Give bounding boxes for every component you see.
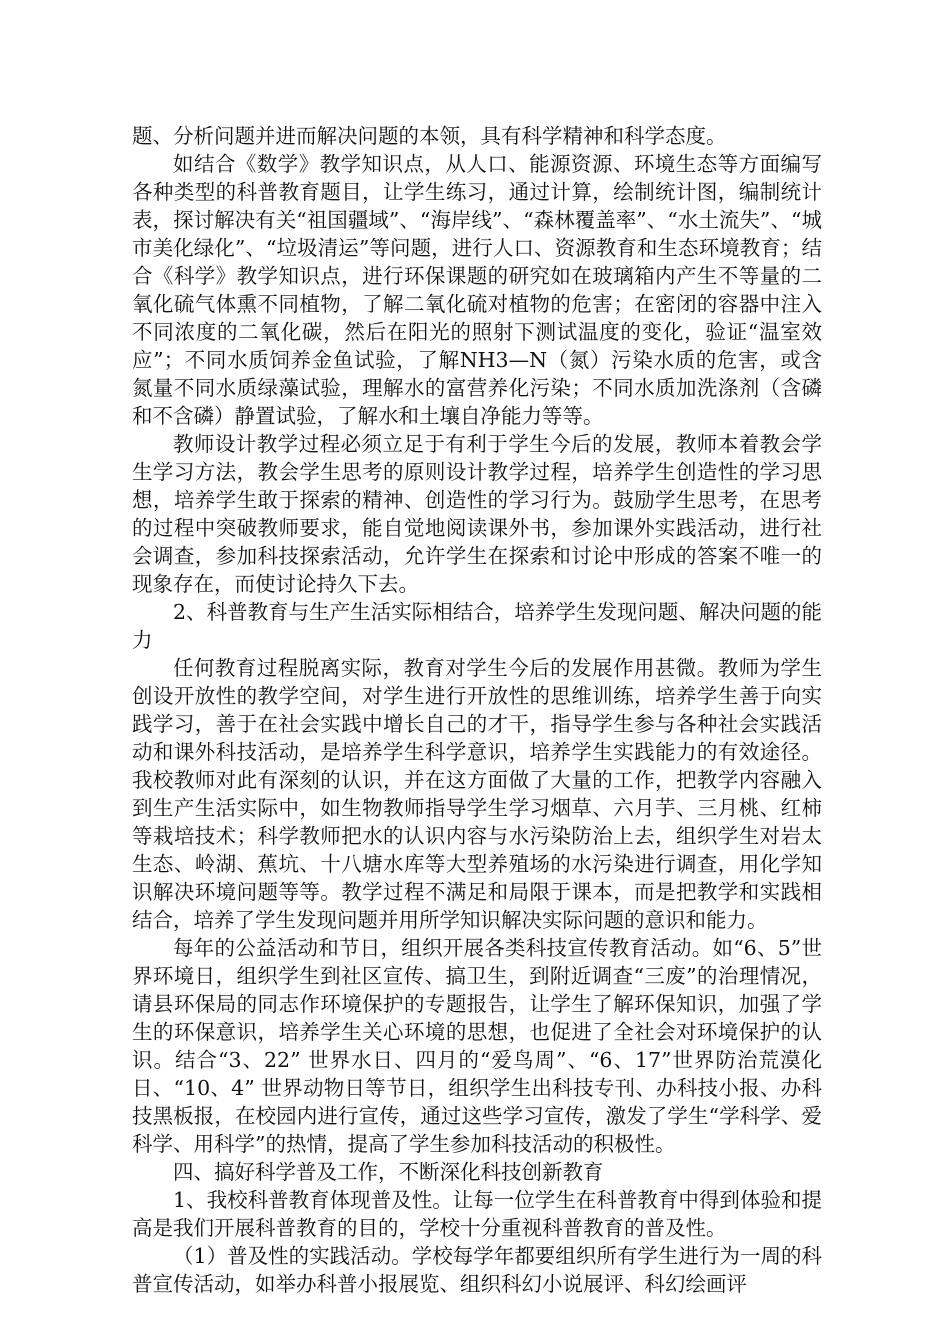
paragraph-continuation: 题、分析问题并进而解决问题的本领，具有科学精神和科学态度。: [132, 124, 727, 148]
section-heading-4: 四、搞好科学普及工作，不断深化科技创新教育: [173, 1160, 604, 1184]
paragraph-math-example: 如结合《数学》教学知识点，从人口、能源资源、环境生态等方面编写各种类型的科普教育题目，让学生练习，通过计算，绘制统计图，编制统计表，探讨解决有关“祖国疆域”、“海岸线”、“森林覆盖率”、“水土流失”、“城市美化绿化”、“垃圾清运”等问题，进行人口、资源教育和生态环境教育；结合《科学》教学知识点，进行环保课题的研究如在玻璃箱内产生不等量的二氧化硫气体熏不同植物，了解二氧化硫对植物的危害；在密闭的容器中注入不同浓度的二氧化碳，然后在阳光的照射下测试温度的变化，验证“温室效应”；不同水质饲养金鱼试验，了解NH3—N（氮）污染水质的危害，或含氮量不同水质绿藻试验，理解水的富营养化污染；不同水质加洗涤剂（含磷和不含磷）静置试验，了解水和土壤自净能力等等。: [132, 152, 822, 428]
paragraph-teaching-design: 教师设计教学过程必须立足于有利于学生今后的发展，教师本着教会学生学习方法，教会学生思考的原则设计教学过程，培养学生创造性的学习思想，培养学生敢于探索的精神、创造性的学习行为。鼓励学生思考，在思考的过程中突破教师要求，能自觉地阅读课外书，参加课外实践活动，进行社会调查，参加科技探索活动，允许学生在探索和讨论中形成的答案不唯一的现象存在，而使讨论持久下去。: [132, 432, 822, 596]
paragraph-public-activities: 每年的公益活动和节日，组织开展各类科技宣传教育活动。如“6、5”世界环境日，组织学生到社区宣传、搞卫生，到附近调查“三废”的治理情况，请县环保局的同志作环境保护的专题报告，让学生了解环保知识，加强了学生的环保意识，培养学生关心环境的思想，也促进了全社会对环境保护的认识。结合“3、22” 世界水日、四月的“爱鸟周”、“6、17”世界防治荒漠化日、“10、4” 世界动物日等节日，组织学生出科技专刊、办科技小报、办科技黑板报，在校园内进行宣传，通过这些学习宣传，激发了学生“学科学、爱科学、用科学”的热情，提高了学生参加科技活动的积极性。: [132, 936, 822, 1156]
document-page: [132, 122, 822, 1298]
paragraph-practice-activities: （1）普及性的实践活动。学校每学年都要组织所有学生进行为一周的科普宣传活动，如举办科普小报展览、组织科幻小说展评、科幻绘画评: [132, 1244, 822, 1296]
section-heading-2: 2、科普教育与生产生活实际相结合，培养学生发现问题、解决问题的能力: [132, 600, 822, 652]
paragraph-popularization: 1、我校科普教育体现普及性。让每一位学生在科普教育中得到体验和提高是我们开展科普教育的目的，学校十分重视科普教育的普及性。: [132, 1188, 822, 1240]
paragraph-practice: 任何教育过程脱离实际，教育对学生今后的发展作用甚微。教师为学生创设开放性的教学空间，对学生进行开放性的思维训练，培养学生善于向实践学习，善于在社会实践中增长自己的才干，指导学生参与各种社会实践活动和课外科技活动，是培养学生科学意识，培养学生实践能力的有效途径。我校教师对此有深刻的认识，并在这方面做了大量的工作，把教学内容融入到生产生活实际中，如生物教师指导学生学习烟草、六月芋、三月桃、红柿等栽培技术；科学教师把水的认识内容与水污染防治上去，组织学生对岩太生态、岭湖、蕉坑、十八塘水库等大型养殖场的水污染进行调查，用化学知识解决环境问题等等。教学过程不满足和局限于课本，而是把教学和实践相结合，培养了学生发现问题并用所学知识解决实际问题的意识和能力。: [132, 656, 822, 932]
